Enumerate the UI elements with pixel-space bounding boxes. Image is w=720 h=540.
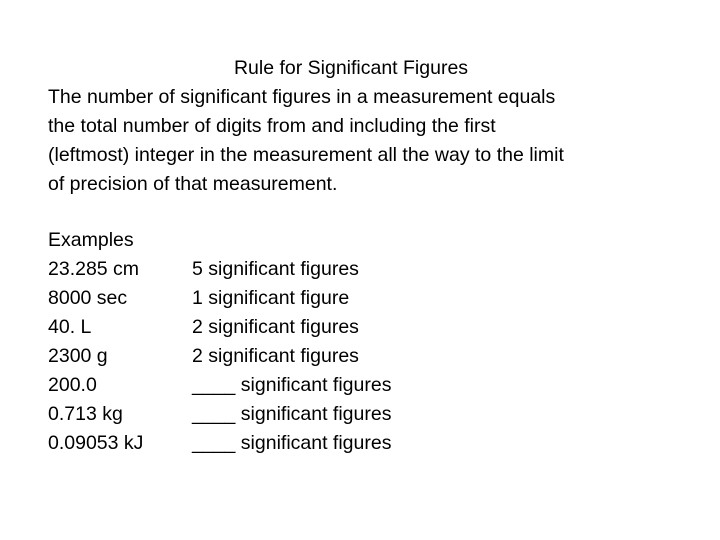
examples-heading: Examples [48,229,134,251]
example-measurement: 8000 sec [48,287,128,309]
example-result: 1 significant figure [192,287,350,309]
examples-list [48,255,468,458]
example-row [48,313,468,342]
example-result: ____ significant figures [192,374,392,396]
example-measurement: 0.09053 kJ [48,432,144,454]
example-measurement: 40. L [48,316,92,338]
example-result: 2 significant figures [192,316,359,338]
rule-line: the total number of digits from and including the first [48,115,496,137]
example-result: ____ significant figures [192,432,392,454]
example-result: 5 significant figures [192,258,359,280]
example-row [48,371,468,400]
example-measurement: 200.0 [48,374,97,396]
rule-line: (leftmost) integer in the measurement all the way to the limit [48,144,564,166]
example-row [48,284,468,313]
example-measurement: 23.285 cm [48,258,140,280]
example-result: ____ significant figures [192,403,392,425]
slide-title [0,54,702,83]
slide-title-text: Rule for Significant Figures [233,57,469,79]
example-measurement: 0.713 kg [48,403,123,425]
rule-paragraph [48,83,668,199]
example-row [48,255,468,284]
example-row [48,342,468,371]
rule-line: of precision of that measurement. [48,173,338,195]
example-result: 2 significant figures [192,345,359,367]
example-row [48,429,468,458]
example-measurement: 2300 g [48,345,108,367]
example-row [48,400,468,429]
rule-line: The number of significant figures in a measurement equals [48,86,556,108]
